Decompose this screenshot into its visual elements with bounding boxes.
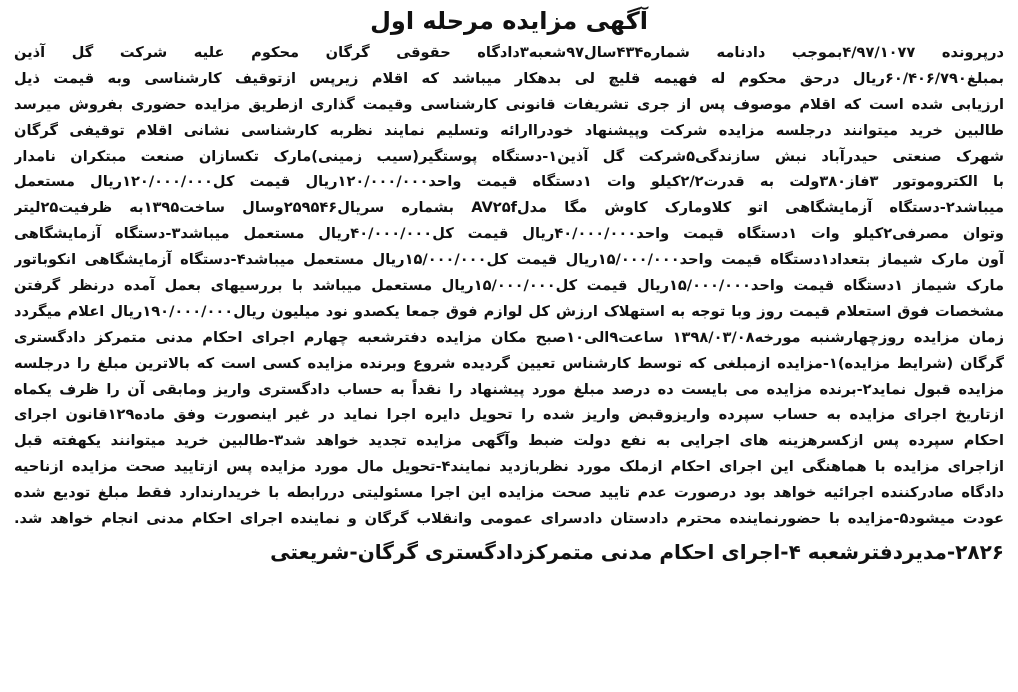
notice-line: گرگان (شرایط مزایده)۱-مزایده ازمبلغی که توسط کارشناس تعیین گردیده شروع وبرنده مزایده کسی است که بالاترین مبلغ را درجلسه: [14, 354, 1004, 372]
notice-line: مارک شیماز ۱دستگاه قیمت واحد۱۵/۰۰۰/۰۰۰ریال قیمت کل۱۵/۰۰۰/۰۰۰ریال مستعمل میباشد با بررسیهای بعمل آمده درنظر گرفتن: [14, 277, 1004, 295]
notice-line: عودت میشود۵-مزایده با حضورنماینده محترم دادستان دادسرای عمومی وانقلاب گرگان و نماینده اجرای احکام مدنی انجام خواهد شد.: [14, 510, 1004, 528]
notice-signature: ۲۸۲۶-مدیردفترشعبه ۴-اجرای احکام مدنی متمرکزدادگستری گرگان-شریعتی: [270, 539, 1004, 564]
notice-line: شهرک صنعتی حیدرآباد نبش سازندگی۵شرکت گل آذین۱-دستگاه پوستگیر(سیب زمینی)مارک تکسازان صنعت مبتکران نامدار: [14, 147, 1004, 165]
notice-line: ازتاریخ اجرای مزایده به حساب سپرده واریزوقبض واریز شده را تحویل دایره اجرا نماید در غیر اینصورت وفق ماده۱۲۹قانون اجرای: [14, 406, 1004, 424]
notice-line: زمان مزایده روزچهارشنبه مورخه۱۳۹۸/۰۳/۰۸ ساعت۹الی۱۰صبح مکان مزایده دفترشعبه چهارم اجرای احکام مدنی متمرکز دادگستری: [14, 328, 1004, 346]
notice-line: طالبین خرید میتوانند درجلسه مزایده شرکت وپیشنهاد خودراارائه وتسلیم نمایند نظربه کارشناسی نشانی اقلام توقیفی گرگان: [14, 121, 1004, 139]
notice-line: ارزیابی شده است که اقلام موصوف پس از جری تشریفات قانونی کارشناسی وقیمت گذاری ازطریق مزایده حضوری بفروش میرسد: [14, 95, 1004, 113]
notice-line: مشخصات فوق استعلام قیمت روز وبا توجه به استهلاک ارزش کل لوازم فوق جمعا یکصدو نود میلیون ریال۱۹۰/۰۰۰/۰۰۰ریال اعلام میگردد: [14, 302, 1004, 320]
notice-line: با الکتروموتور ۳فاز۳۸۰ولت به قدرت۲/۲کیلو وات ۱دستگاه قیمت واحد۱۲۰/۰۰۰/۰۰۰ریال قیمت کل۱۲۰/۰۰۰/۰۰۰ریال مستعمل: [14, 173, 1004, 191]
notice-body: [14, 40, 1004, 532]
notice-line: آون مارک شیماز بتعداد۱دستگاه قیمت واحد۱۵/۰۰۰/۰۰۰ریال قیمت کل۱۵/۰۰۰/۰۰۰ریال مستعمل میباشد۴-دستگاه آزمایشگاهی انکوباتور: [14, 251, 1004, 269]
notice-title: آگهی مزایده مرحله اول: [370, 7, 648, 35]
notice-line: میباشد۲-دستگاه آزمایشگاهی اتو کلاومارک کاوش مگا مدلAV۲۵f بشماره سریال۲۵۹۵۴۶وسال ساخت۱۳۹۵به ظرفیت۲۵لیتر: [14, 199, 1004, 217]
notice-line: وتوان مصرفی۲کیلو وات ۱دستگاه قیمت واحد۴۰/۰۰۰/۰۰۰ریال قیمت کل۴۰/۰۰۰/۰۰۰ریال مستعمل میباشد۳-دستگاه آزمایشگاهی: [14, 225, 1004, 243]
notice-line: احکام سپرده پس ازکسرهزینه های اجرایی به نفع دولت ضبط وآگهی مزایده تجدید خواهد شد۳-طالبین خرید میتوانند یکهفته قبل: [14, 432, 1004, 450]
notice-line: بمبلغ۶۰/۴۰۶/۷۹۰ریال درحق محکوم له فهیمه قلیچ لی بدهکار میباشد که اقلام زیرپس ازتوقیف کارشناسی وبه قیمت ذیل: [14, 69, 1004, 87]
notice-line: درپرونده ۴/۹۷/۱۰۷۷بموجب دادنامه شماره۴۳۴سال۹۷شعبه۳دادگاه حقوقی گرگان محکوم علیه شرکت گل آذین: [14, 44, 1004, 61]
notice-line: دادگاه صادرکننده اجرائیه خواهد بود درصورت عدم تایید صحت مزایده این اجرا مسئولیتی دررابطه با خریدارندارد فقط مبلغ تودیع شده: [14, 484, 1004, 502]
notice-line: ازاجرای مزایده با هماهنگی این اجرای احکام ازملک مورد نظربازدید نمایند۴-تحویل مال مورد مزایده پس ازتایید صحت مزایده ازناحیه: [14, 458, 1004, 476]
notice-line: مزایده قبول نماید۲-برنده مزایده می بایست ده درصد مبلغ مورد پیشنهاد را نقداً به حساب دادگستری واریز ومابقی آن را ظرف یکماه: [14, 380, 1004, 398]
